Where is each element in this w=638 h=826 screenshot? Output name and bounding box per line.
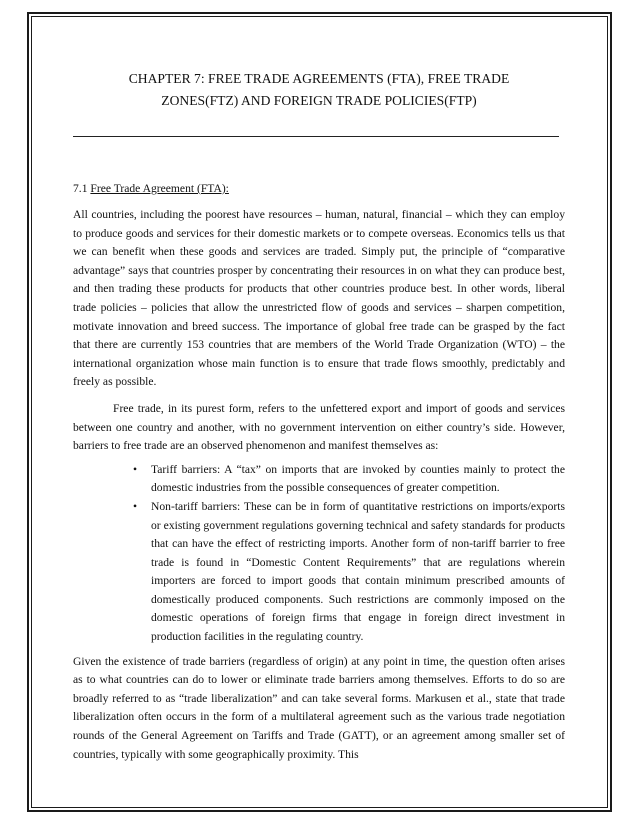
section-number: 7.1: [73, 182, 88, 195]
section-heading: [73, 180, 565, 198]
paragraph-trade-liberalization: Given the existence of trade barriers (regardless of origin) at any point in time, the question often arises as to what countries can do to lower or eliminate trade barriers among themselves. Efforts to do so are broadly referred to as “trade liberalization” and can take several forms. Markusen et al., state that trade liberalization often occurs in the form of a multilateral agreement such as the various trade negotiation rounds of the General Agreement on Tariffs and Trade (GATT), or an agreement among smaller set of countries, typically with some geographically proximity. This: [73, 654, 565, 761]
list-item: [133, 461, 565, 498]
chapter-title-line-2: ZONES(FTZ) AND FOREIGN TRADE POLICIES(FTP): [161, 93, 477, 108]
chapter-title: [73, 68, 565, 112]
trade-barriers-list: [73, 461, 565, 647]
document-body: [73, 68, 565, 764]
paragraph-free-trade-definition: Free trade, in its purest form, refers to the unfettered export and import of goods and services between one country and another, with no government intervention on either country’s side. However, barriers to free trade are an observed phenomenon and manifest themselves as:: [73, 401, 565, 453]
chapter-title-line-1: CHAPTER 7: FREE TRADE AGREEMENTS (FTA), FREE TRADE: [128, 71, 510, 86]
section-title: Free Trade Agreement (FTA):: [90, 182, 229, 195]
bullet-icon: •: [133, 499, 138, 513]
list-item: [133, 498, 565, 647]
list-item-text: Tariff barriers: A “tax” on imports that are invoked by counties mainly to protect the domestic industries from the possible consequences of greater competition.: [151, 462, 565, 495]
paragraph-comparative-advantage: All countries, including the poorest have resources – human, natural, financial – which they can employ to produce goods and services for their domestic markets or to compete overseas. Economics tells us that we can benefit when these goods and services are traded. Simply put, the principle of “comparative advantage” says that countries prosper by concentrating their resources in on what they can produce best, and then trading these products for products that other countries produce best. In other words, liberal trade policies – policies that allow the unrestricted flow of goods and services – sharpen competition, motivate innovation and breed success. The importance of global free trade can be grasped by the fact that there are currently 153 countries that are members of the World Trade Organization (WTO) – the international organization whose main function is to ensure that trade flows smoothly, predictably and freely as possible.: [73, 208, 565, 389]
title-divider: [73, 124, 559, 137]
list-item-text: Non-tariff barriers: These can be in form of quantitative restrictions on imports/exports or existing government regulations governing technical and safety standards for products that can have the effect of restricting imports. Another form of non-tariff barrier to free trade is found in “Domestic Content Requirements” that are regulations wherein importers are forced to import goods that contain minimum prescribed amounts of domestically produced components. Such restrictions are commonly imposed on the domestic operations of foreign firms that engage in foreign direct investment in production facilities in the regulating country.: [151, 499, 565, 644]
bullet-icon: •: [133, 462, 138, 476]
